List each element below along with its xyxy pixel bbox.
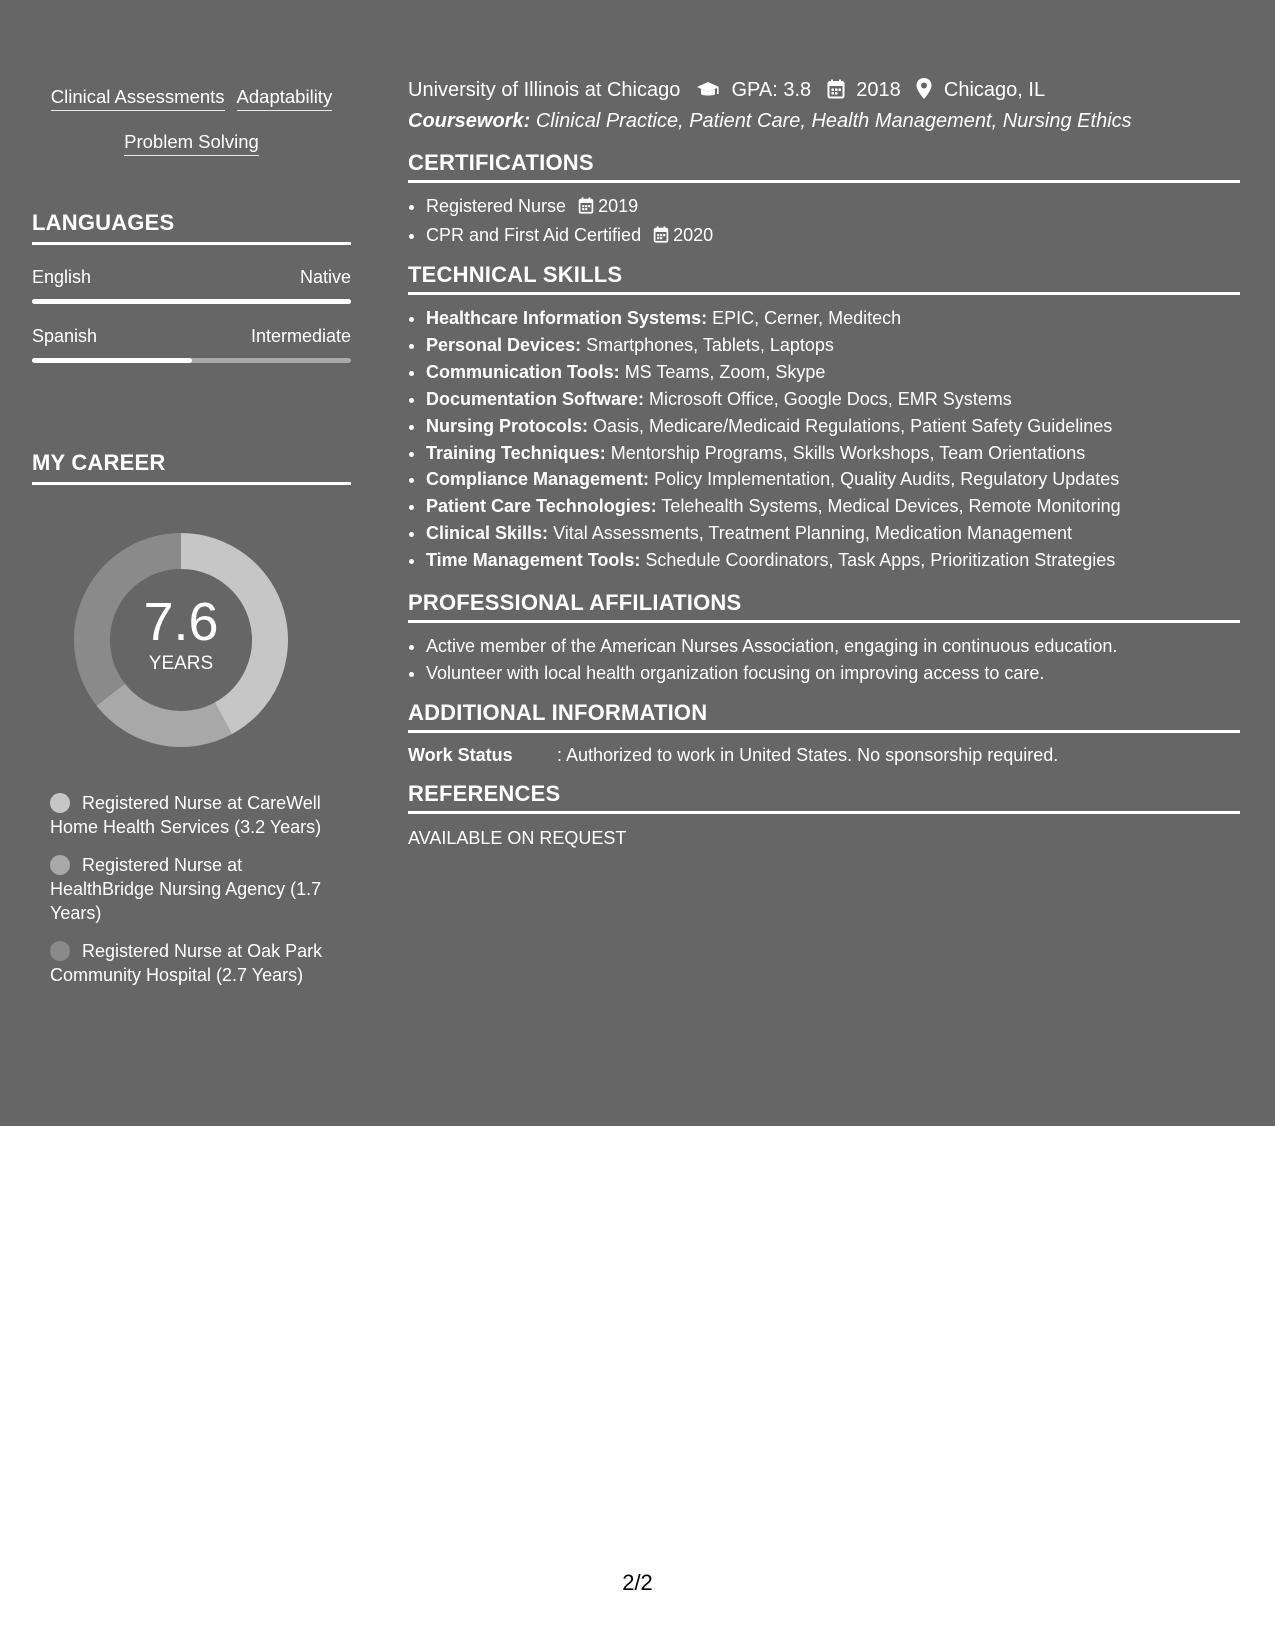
skill-values: MS Teams, Zoom, Skype [624, 361, 826, 382]
skill-category: Healthcare Information Systems: [426, 308, 708, 328]
technical-skill-item [426, 305, 1240, 332]
language-name: Spanish [32, 326, 98, 346]
career-position-label: Registered Nurse at CareWell Home Health Services (3.2 Years) [50, 793, 322, 837]
education-line [408, 78, 1045, 105]
technical-skill-item [426, 493, 1240, 520]
skill-tags [32, 86, 351, 176]
language-bar-fill [32, 299, 351, 304]
coursework-list: Clinical Practice, Patient Care, Health Management, Nursing Ethics [535, 110, 1132, 132]
technical-skill-item [426, 440, 1240, 467]
skill-values: Vital Assessments, Treatment Planning, Medication Management [553, 523, 1073, 544]
technical-skills-heading: TECHNICAL SKILLS [408, 262, 1240, 295]
technical-skill-item [426, 332, 1240, 359]
career-position-label: Registered Nurse at HealthBridge Nursing Agency (1.7 Years) [50, 855, 322, 923]
career-legend-item [50, 939, 330, 987]
work-status-label: Work Status [408, 745, 513, 765]
technical-skill-item [426, 386, 1240, 413]
affiliations-list [408, 633, 1240, 687]
skill-category: Documentation Software: [426, 388, 645, 409]
language-level: Native [299, 267, 351, 287]
career-legend-item [50, 791, 330, 839]
calendar-icon [827, 79, 845, 105]
skill-values: Mentorship Programs, Skills Workshops, Team Orientations [610, 442, 1086, 463]
technical-skill-item [426, 413, 1240, 440]
certification-year: 2019 [598, 196, 639, 216]
school-location: Chicago, IL [943, 79, 1046, 101]
certifications-list [408, 193, 1240, 251]
language-item [32, 267, 351, 304]
skill-category: Compliance Management: [426, 469, 650, 490]
career-legend-item [50, 853, 330, 925]
language-bar [32, 358, 351, 363]
career-legend [50, 791, 330, 987]
certification-item [426, 193, 1240, 222]
certifications-section [408, 150, 1240, 251]
career-heading: MY CAREER [32, 450, 351, 485]
graduation-cap-icon [696, 81, 720, 105]
coursework-label: Coursework: [408, 110, 531, 132]
map-pin-icon [916, 78, 932, 105]
skill-values: EPIC, Cerner, Meditech [712, 308, 902, 328]
technical-skill-item [426, 359, 1240, 386]
additional-info-section [408, 700, 1240, 769]
legend-dot [50, 793, 70, 813]
skill-category: Clinical Skills: [426, 523, 549, 544]
calendar-icon [653, 224, 669, 251]
skill-category: Time Management Tools: [426, 550, 641, 571]
coursework-line [408, 110, 1132, 133]
references-text: AVAILABLE ON REQUEST [408, 828, 627, 848]
career-donut-chart [66, 525, 296, 755]
gpa: GPA: 3.8 [731, 79, 812, 101]
technical-skill-item [426, 547, 1240, 574]
affiliation-item: • Active member of the American Nurses Association, engaging in continuous education. [426, 633, 1240, 660]
school-name: University of Illinois at Chicago [408, 79, 681, 101]
skill-tag: Clinical Assessments [51, 86, 225, 111]
affiliations-heading: PROFESSIONAL AFFILIATIONS [408, 590, 1240, 623]
certification-item [426, 222, 1240, 251]
certification-name: Registered Nurse [426, 196, 567, 216]
affiliation-item: • Volunteer with local health organization focusing on improving access to care. [426, 660, 1240, 687]
graduation-year: 2018 [856, 79, 901, 101]
donut-center [66, 525, 296, 755]
skill-category: Nursing Protocols: [426, 415, 589, 436]
language-item [32, 326, 351, 363]
skill-category: Communication Tools: [426, 361, 620, 382]
technical-skills-section [408, 262, 1240, 574]
skill-category: Training Techniques: [426, 442, 606, 463]
work-status-value: : Authorized to work in United States. No sponsorship required. [557, 745, 1059, 765]
legend-dot [50, 941, 70, 961]
calendar-icon [578, 195, 594, 222]
skill-values: Policy Implementation, Quality Audits, Regulatory Updates [654, 469, 1120, 490]
additional-info-heading: ADDITIONAL INFORMATION [408, 700, 1240, 733]
technical-skill-item [426, 520, 1240, 547]
legend-dot [50, 855, 70, 875]
skill-values: Smartphones, Tablets, Laptops [586, 334, 834, 355]
affiliations-section [408, 590, 1240, 687]
references-heading: REFERENCES [408, 781, 1240, 814]
language-name: English [32, 267, 92, 287]
technical-skills-list [408, 305, 1240, 574]
career-total-unit: YEARS [148, 653, 214, 674]
skill-tag: Adaptability [237, 86, 333, 111]
language-level: Intermediate [250, 326, 351, 346]
certification-name: CPR and First Aid Certified [426, 225, 642, 245]
career-section [32, 450, 351, 1001]
technical-skill-item [426, 466, 1240, 493]
skill-category: Patient Care Technologies: [426, 496, 657, 517]
certification-year: 2020 [673, 225, 714, 245]
career-position-label: Registered Nurse at Oak Park Community Hospital (2.7 Years) [50, 941, 323, 985]
languages-section [32, 210, 351, 363]
references-section [408, 781, 1240, 849]
skill-values: Microsoft Office, Google Docs, EMR Systems [649, 388, 1012, 409]
work-status-row [408, 745, 1240, 769]
language-bar-fill [32, 358, 192, 363]
skill-tag: Problem Solving [124, 131, 259, 156]
page-number: 2/2 [622, 1570, 653, 1595]
certifications-heading: CERTIFICATIONS [408, 150, 1240, 183]
skill-values: Telehealth Systems, Medical Devices, Remote Monitoring [661, 496, 1121, 517]
language-bar [32, 299, 351, 304]
skill-values: Oasis, Medicare/Medicaid Regulations, Patient Safety Guidelines [593, 415, 1113, 436]
skill-values: Schedule Coordinators, Task Apps, Prioritization Strategies [645, 550, 1116, 571]
languages-heading: LANGUAGES [32, 210, 351, 245]
career-total-years: 7.6 [143, 592, 219, 652]
skill-category: Personal Devices: [426, 334, 582, 355]
